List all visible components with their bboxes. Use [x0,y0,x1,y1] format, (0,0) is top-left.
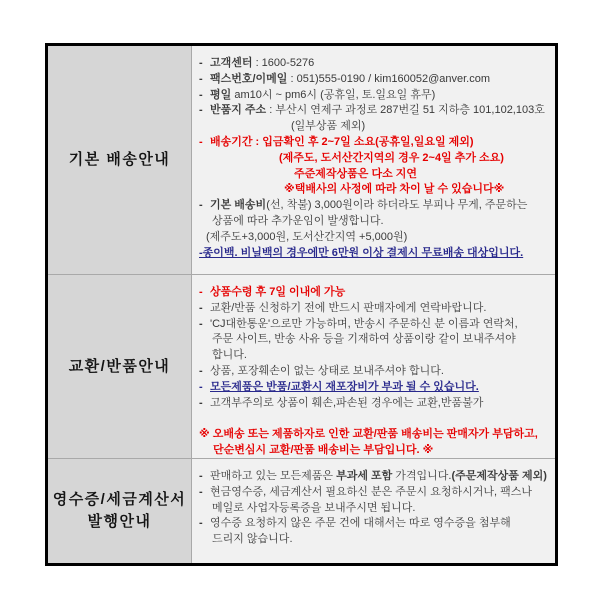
info-line [199,214,549,230]
info-line [199,516,549,532]
line-text: 'CJ대한통운'으로만 가능하며, 반송시 주문하신 분 이름과 연락처, [210,317,518,330]
shipping-info-table [45,43,558,566]
info-line [199,332,549,348]
bullet-dash: - [199,286,203,298]
info-line [199,380,549,396]
bullet-dash: - [199,135,203,148]
table-row-1 [48,46,555,275]
bullet-dash: - [199,470,203,482]
line-text: 고객부주의로 상품이 훼손,파손된 경우에는 교환,반품불가 [210,396,484,409]
info-line [199,532,549,548]
bullet-dash: - [199,517,203,530]
section-header-text: 기본 배송안내 [68,151,171,168]
info-line [199,427,549,443]
line-text: 모든제품은 반품/교환시 재포장비가 부과 될 수 있습니다. [210,380,479,393]
line-text: 상품, 포장훼손이 없는 상태로 보내주셔야 합니다. [210,364,444,377]
info-line [199,103,549,119]
bullet-dash: - [199,88,203,101]
bullet-dash: - [199,72,203,85]
section-header-3 [48,459,192,563]
bullet-dash: - [199,57,203,69]
bullet-dash: - [199,317,203,330]
section-header-text: 발행안내 [87,513,152,530]
bullet-dash: - [199,199,203,212]
line-text: 평일 am10시 ~ pm6시 (공휴일, 토.일요일 휴무) [210,88,436,101]
info-line [199,230,549,246]
section-header-2 [48,275,192,458]
info-line [199,285,549,301]
line-text: 판매하고 있는 모든제품은 부과세 포함 가격입니다.(주문제작상품 제외) [210,470,547,482]
line-text: (제주도+3,000원, 도서산간지역 +5,000원) [206,230,408,243]
info-line [199,317,549,333]
line-text: 고객센터 : 1600-5276 [210,57,315,69]
info-line [199,198,549,214]
blank-line [199,411,549,427]
section-content-2 [192,275,555,458]
table-row-2 [48,275,555,459]
bullet-dash: - [199,364,203,377]
section-header-text: 영수증/세금계산서 [52,491,187,508]
info-line [199,72,549,88]
line-text: 드리지 않습니다. [212,533,293,546]
line-text: 현금영수증, 세금계산서 필요하신 분은 주문시 요청하시거나, 팩스나 [210,485,532,498]
line-text: 배송기간 : 입금확인 후 2~7일 소요(공휴일,일요일 제외) [210,135,474,148]
section-header-text: 교환/반품안내 [68,357,171,375]
line-text: (일부상품 제외) [291,120,366,133]
line-text: ※택배사의 사정에 따라 차이 날 수 있습니다※ [284,183,505,196]
info-line [199,301,549,317]
section-content-3 [192,459,555,563]
line-text: 기본 배송비(선, 착불) 3,000원이라 하더라도 부피나 무게, 주문하는 [210,199,528,212]
info-line [199,246,549,262]
info-line [199,396,549,412]
info-line [199,182,549,198]
info-line [199,469,549,485]
section-content-1 [192,46,555,274]
line-text: 반품지 주소 : 부산시 연제구 과정로 287번길 51 지하층 101,102,103호 [210,104,545,117]
info-line [199,348,549,364]
line-text: -종이백. 비닐백의 경우에만 6만원 이상 결제시 무료배송 대상입니다. [199,246,524,259]
info-line [199,56,549,72]
info-line [199,501,549,517]
line-text: 상품수령 후 7일 이내에 가능 [210,286,346,298]
info-line [199,88,549,104]
bullet-dash: - [199,380,203,393]
bullet-dash: - [199,301,203,314]
bullet-dash: - [199,396,203,409]
line-text: 팩스번호/이메일 : 051)555-0190 / kim160052@anver.com [210,72,491,85]
line-text: 영수증 요청하지 않은 주문 건에 대해서는 따로 영수증을 첨부해 [210,517,511,530]
line-text: (제주도, 도서산간지역의 경우 2~4일 추가 소요) [279,151,504,164]
table-row-3 [48,459,555,563]
info-line [199,135,549,151]
bullet-dash: - [199,104,203,117]
bullet-dash: - [199,485,203,498]
info-line [199,151,549,167]
info-line [199,167,549,183]
section-header-1 [48,46,192,274]
line-text: 상품에 따라 추가운임이 발생합니다. [212,214,384,227]
info-line [199,364,549,380]
line-text: 메일로 사업자등록증을 보내주시면 됩니다. [212,501,416,514]
info-line [199,485,549,501]
line-text: ※ 오배송 또는 제품하자로 인한 교환/판품 배송비는 판매자가 부담하고, [199,428,538,441]
line-text: 합니다. [212,349,247,362]
line-text: 주준제작상품은 다소 지연 [294,167,417,180]
info-line [199,119,549,135]
info-line [199,443,549,458]
line-text: 교환/반품 신청하기 전에 반드시 판매자에게 연락바랍니다. [210,301,487,314]
line-text: 단순변심시 교환/판품 배송비는 부담입니다. ※ [213,443,434,456]
line-text: 주문 사이트, 반송 사유 등을 기재하여 상품이랑 같이 보내주셔야 [212,333,516,346]
